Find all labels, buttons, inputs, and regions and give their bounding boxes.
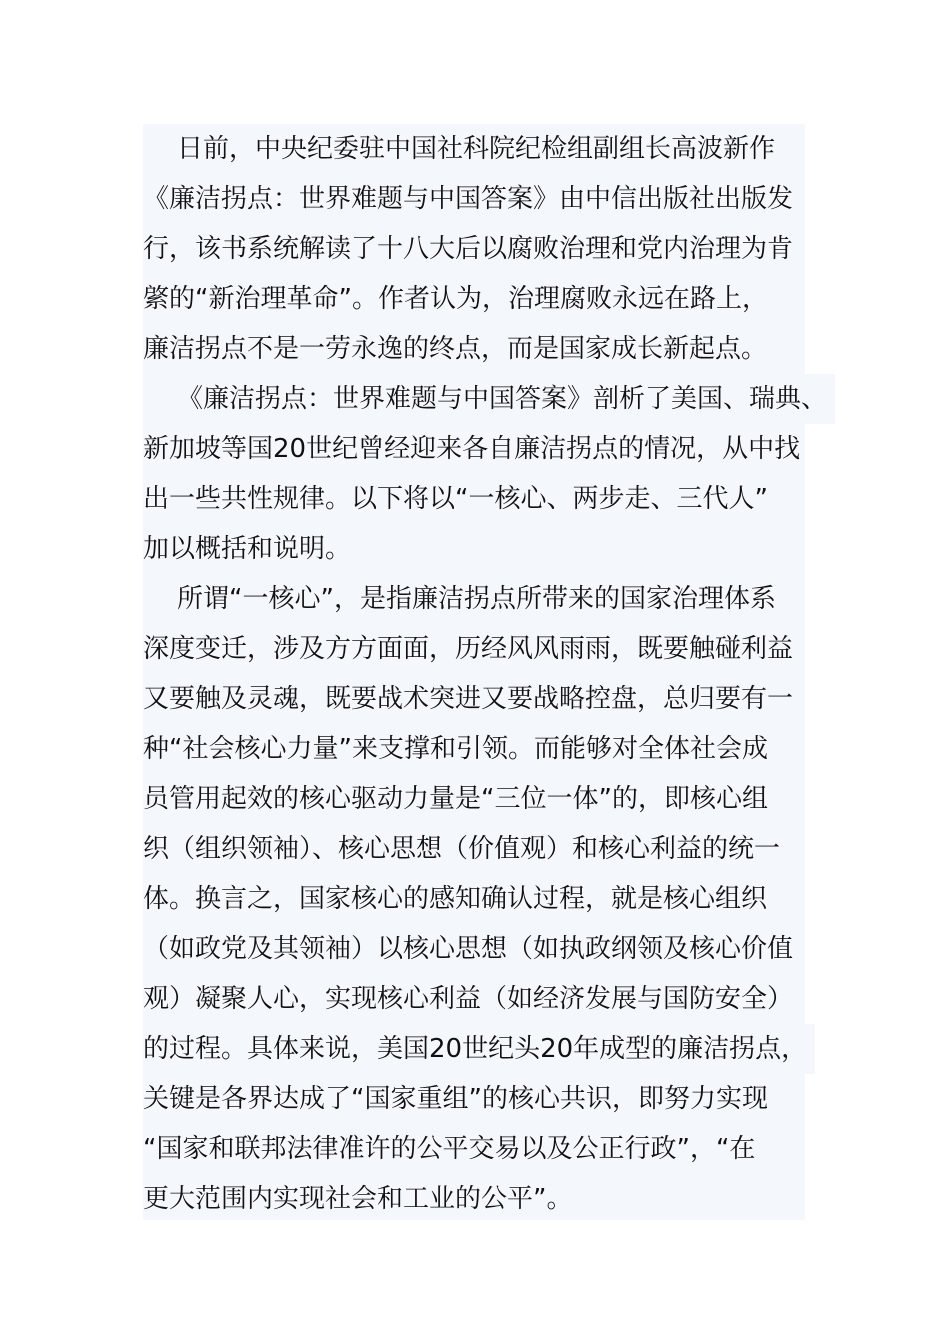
text-line: 织（组织领袖）、核心思想（价值观）和核心利益的统一 — [143, 834, 781, 864]
text-line: 更大范围内实现社会和工业的公平”。 — [143, 1184, 573, 1214]
text-line: 观）凝聚人心，实现核心利益（如经济发展与国防安全） — [143, 984, 794, 1014]
text-line: 新加坡等国20世纪曾经迎来各自廉洁拐点的情况，从中找 — [143, 434, 801, 464]
text-line: 綮的“新治理革命”。作者认为，治理腐败永远在路上， — [143, 284, 768, 314]
text-line: 行，该书系统解读了十八大后以腐败治理和党内治理为肯 — [143, 234, 794, 264]
text-line: 员管用起效的核心驱动力量是“三位一体”的，即核心组 — [143, 784, 768, 814]
text-line: 加以概括和说明。 — [143, 534, 352, 564]
text-line: 关键是各界达成了“国家重组”的核心共识，即努力实现 — [143, 1084, 768, 1114]
text-line: 《廉洁拐点：世界难题与中国答案》由中信出版社出版发 — [143, 184, 794, 214]
text-line: 日前，中央纪委驻中国社科院纪检组副组长高波新作 — [177, 134, 776, 164]
text-line: 廉洁拐点不是一劳永逸的终点，而是国家成长新起点。 — [143, 334, 768, 364]
text-line: （如政党及其领袖）以核心思想（如执政纲领及核心价值 — [143, 934, 794, 964]
text-line: 又要触及灵魂，既要战术突进又要战略控盘，总归要有一 — [143, 684, 794, 714]
article-body — [143, 124, 828, 1220]
text-line: “国家和联邦法律准许的公平交易以及公正行政”，“在 — [143, 1134, 756, 1164]
text-line: 深度变迁，涉及方方面面，历经风风雨雨，既要触碰利益 — [143, 634, 794, 664]
text-line: 种“社会核心力量”来支撑和引领。而能够对全体社会成 — [143, 734, 768, 764]
text-line: 所谓“一核心”，是指廉洁拐点所带来的国家治理体系 — [177, 584, 776, 614]
text-line: 体。换言之，国家核心的感知确认过程，就是核心组织 — [143, 884, 768, 914]
text-line: 出一些共性规律。以下将以“一核心、两步走、三代人” — [143, 484, 768, 514]
text-line: 的过程。具体来说，美国20世纪头20年成型的廉洁拐点， — [143, 1024, 815, 1074]
text-line: 《廉洁拐点：世界难题与中国答案》剖析了美国、瑞典、 — [177, 374, 835, 424]
